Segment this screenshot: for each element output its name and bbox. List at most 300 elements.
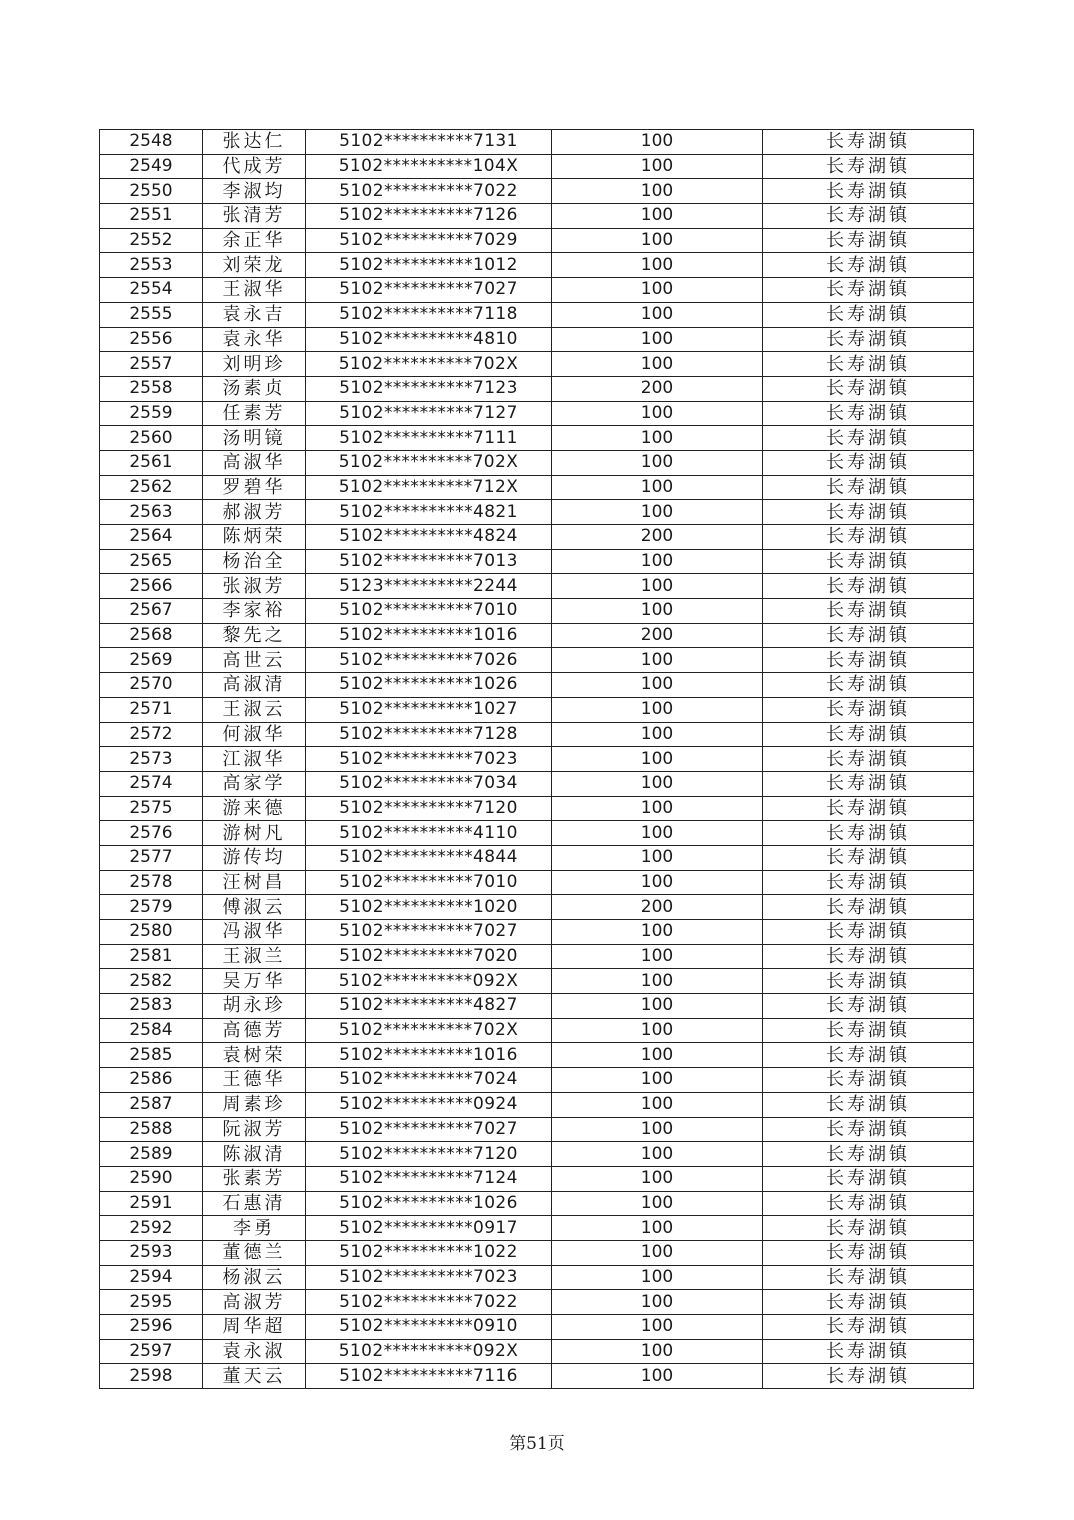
table-row <box>100 1290 974 1315</box>
table-row <box>100 475 974 500</box>
amount-cell: 200 <box>552 525 763 550</box>
row-number-cell: 2570 <box>100 673 203 698</box>
amount-cell: 100 <box>552 821 763 846</box>
amount-cell: 100 <box>552 796 763 821</box>
row-number-cell: 2564 <box>100 525 203 550</box>
id-number-cell: 5102**********7120 <box>306 1142 552 1167</box>
person-name-cell: 代成芳 <box>203 154 306 179</box>
town-cell: 长寿湖镇 <box>763 673 974 698</box>
id-number-cell: 5102**********7022 <box>306 179 552 204</box>
town-cell: 长寿湖镇 <box>763 302 974 327</box>
table-row <box>100 1043 974 1068</box>
person-name-cell: 李勇 <box>203 1216 306 1241</box>
amount-cell: 100 <box>552 944 763 969</box>
town-cell: 长寿湖镇 <box>763 920 974 945</box>
row-number-cell: 2582 <box>100 969 203 994</box>
row-number-cell: 2576 <box>100 821 203 846</box>
table-row <box>100 302 974 327</box>
town-cell: 长寿湖镇 <box>763 1043 974 1068</box>
table-row <box>100 1068 974 1093</box>
id-number-cell: 5102**********7123 <box>306 376 552 401</box>
town-cell: 长寿湖镇 <box>763 204 974 229</box>
amount-cell: 100 <box>552 1240 763 1265</box>
table-row <box>100 1240 974 1265</box>
amount-cell: 100 <box>552 969 763 994</box>
town-cell: 长寿湖镇 <box>763 278 974 303</box>
person-name-cell: 王淑云 <box>203 697 306 722</box>
page-number: 第51页 <box>509 1434 565 1454</box>
row-number-cell: 2554 <box>100 278 203 303</box>
table-row <box>100 1142 974 1167</box>
person-name-cell: 石惠清 <box>203 1191 306 1216</box>
amount-cell: 200 <box>552 376 763 401</box>
town-cell: 长寿湖镇 <box>763 821 974 846</box>
table-row <box>100 623 974 648</box>
person-name-cell: 江淑华 <box>203 747 306 772</box>
row-number-cell: 2591 <box>100 1191 203 1216</box>
id-number-cell: 5102**********7027 <box>306 920 552 945</box>
person-name-cell: 游树凡 <box>203 821 306 846</box>
data-table-container <box>99 129 973 1389</box>
town-cell: 长寿湖镇 <box>763 574 974 599</box>
table-row <box>100 1364 974 1389</box>
id-number-cell: 5102**********1022 <box>306 1240 552 1265</box>
table-row <box>100 771 974 796</box>
row-number-cell: 2556 <box>100 327 203 352</box>
person-name-cell: 任素芳 <box>203 401 306 426</box>
row-number-cell: 2558 <box>100 376 203 401</box>
row-number-cell: 2557 <box>100 352 203 377</box>
person-name-cell: 游传均 <box>203 845 306 870</box>
amount-cell: 100 <box>552 574 763 599</box>
row-number-cell: 2561 <box>100 450 203 475</box>
amount-cell: 100 <box>552 771 763 796</box>
table-row <box>100 450 974 475</box>
id-number-cell: 5102**********4824 <box>306 525 552 550</box>
town-cell: 长寿湖镇 <box>763 944 974 969</box>
amount-cell: 100 <box>552 1265 763 1290</box>
amount-cell: 100 <box>552 1290 763 1315</box>
town-cell: 长寿湖镇 <box>763 697 974 722</box>
person-name-cell: 袁永吉 <box>203 302 306 327</box>
id-number-cell: 5102**********1016 <box>306 1043 552 1068</box>
table-row <box>100 845 974 870</box>
table-row <box>100 352 974 377</box>
id-number-cell: 5102**********7034 <box>306 771 552 796</box>
row-number-cell: 2574 <box>100 771 203 796</box>
table-row <box>100 994 974 1019</box>
id-number-cell: 5102**********4110 <box>306 821 552 846</box>
row-number-cell: 2588 <box>100 1117 203 1142</box>
amount-cell: 100 <box>552 673 763 698</box>
person-name-cell: 杨淑云 <box>203 1265 306 1290</box>
person-name-cell: 周华超 <box>203 1315 306 1340</box>
table-body <box>100 130 974 1389</box>
row-number-cell: 2589 <box>100 1142 203 1167</box>
town-cell: 长寿湖镇 <box>763 1265 974 1290</box>
town-cell: 长寿湖镇 <box>763 327 974 352</box>
person-name-cell: 王淑兰 <box>203 944 306 969</box>
id-number-cell: 5102**********4810 <box>306 327 552 352</box>
amount-cell: 100 <box>552 845 763 870</box>
id-number-cell: 5102**********104X <box>306 154 552 179</box>
row-number-cell: 2592 <box>100 1216 203 1241</box>
amount-cell: 100 <box>552 154 763 179</box>
table-row <box>100 1117 974 1142</box>
town-cell: 长寿湖镇 <box>763 1240 974 1265</box>
row-number-cell: 2584 <box>100 1018 203 1043</box>
table-row <box>100 204 974 229</box>
id-number-cell: 5102**********7126 <box>306 204 552 229</box>
amount-cell: 100 <box>552 278 763 303</box>
amount-cell: 100 <box>552 179 763 204</box>
town-cell: 长寿湖镇 <box>763 747 974 772</box>
person-name-cell: 李淑均 <box>203 179 306 204</box>
id-number-cell: 5102**********7116 <box>306 1364 552 1389</box>
town-cell: 长寿湖镇 <box>763 376 974 401</box>
amount-cell: 100 <box>552 302 763 327</box>
row-number-cell: 2560 <box>100 426 203 451</box>
person-name-cell: 王淑华 <box>203 278 306 303</box>
row-number-cell: 2562 <box>100 475 203 500</box>
town-cell: 长寿湖镇 <box>763 1166 974 1191</box>
row-number-cell: 2559 <box>100 401 203 426</box>
table-row <box>100 426 974 451</box>
town-cell: 长寿湖镇 <box>763 1092 974 1117</box>
id-number-cell: 5102**********092X <box>306 969 552 994</box>
town-cell: 长寿湖镇 <box>763 525 974 550</box>
id-number-cell: 5102**********7127 <box>306 401 552 426</box>
row-number-cell: 2580 <box>100 920 203 945</box>
table-row <box>100 401 974 426</box>
town-cell: 长寿湖镇 <box>763 623 974 648</box>
person-name-cell: 罗碧华 <box>203 475 306 500</box>
town-cell: 长寿湖镇 <box>763 1068 974 1093</box>
town-cell: 长寿湖镇 <box>763 130 974 155</box>
person-name-cell: 傅淑云 <box>203 895 306 920</box>
row-number-cell: 2549 <box>100 154 203 179</box>
town-cell: 长寿湖镇 <box>763 549 974 574</box>
amount-cell: 100 <box>552 599 763 624</box>
table-row <box>100 327 974 352</box>
row-number-cell: 2550 <box>100 179 203 204</box>
table-row <box>100 648 974 673</box>
amount-cell: 100 <box>552 549 763 574</box>
person-name-cell: 汤素贞 <box>203 376 306 401</box>
row-number-cell: 2585 <box>100 1043 203 1068</box>
town-cell: 长寿湖镇 <box>763 1216 974 1241</box>
person-name-cell: 高淑清 <box>203 673 306 698</box>
town-cell: 长寿湖镇 <box>763 771 974 796</box>
person-name-cell: 张淑芳 <box>203 574 306 599</box>
row-number-cell: 2597 <box>100 1339 203 1364</box>
amount-cell: 100 <box>552 1018 763 1043</box>
row-number-cell: 2575 <box>100 796 203 821</box>
id-number-cell: 5102**********1026 <box>306 1191 552 1216</box>
id-number-cell: 5102**********7013 <box>306 549 552 574</box>
amount-cell: 100 <box>552 648 763 673</box>
row-number-cell: 2579 <box>100 895 203 920</box>
table-row <box>100 722 974 747</box>
table-row <box>100 747 974 772</box>
town-cell: 长寿湖镇 <box>763 648 974 673</box>
amount-cell: 200 <box>552 895 763 920</box>
table-row <box>100 1166 974 1191</box>
table-row <box>100 673 974 698</box>
id-number-cell: 5102**********7027 <box>306 278 552 303</box>
amount-cell: 100 <box>552 1339 763 1364</box>
row-number-cell: 2583 <box>100 994 203 1019</box>
table-row <box>100 1092 974 1117</box>
amount-cell: 100 <box>552 1092 763 1117</box>
row-number-cell: 2567 <box>100 599 203 624</box>
id-number-cell: 5102**********4827 <box>306 994 552 1019</box>
person-name-cell: 张清芳 <box>203 204 306 229</box>
id-number-cell: 5102**********7010 <box>306 870 552 895</box>
table-row <box>100 525 974 550</box>
row-number-cell: 2548 <box>100 130 203 155</box>
table-row <box>100 574 974 599</box>
town-cell: 长寿湖镇 <box>763 1364 974 1389</box>
person-name-cell: 高德芳 <box>203 1018 306 1043</box>
amount-cell: 100 <box>552 1191 763 1216</box>
table-row <box>100 179 974 204</box>
person-name-cell: 张素芳 <box>203 1166 306 1191</box>
id-number-cell: 5102**********7024 <box>306 1068 552 1093</box>
id-number-cell: 5102**********7029 <box>306 228 552 253</box>
person-name-cell: 汤明镜 <box>203 426 306 451</box>
row-number-cell: 2578 <box>100 870 203 895</box>
id-number-cell: 5102**********1012 <box>306 253 552 278</box>
amount-cell: 100 <box>552 1166 763 1191</box>
table-row <box>100 1315 974 1340</box>
table-row <box>100 228 974 253</box>
amount-cell: 100 <box>552 228 763 253</box>
person-name-cell: 黎先之 <box>203 623 306 648</box>
amount-cell: 100 <box>552 1142 763 1167</box>
town-cell: 长寿湖镇 <box>763 500 974 525</box>
person-name-cell: 高淑芳 <box>203 1290 306 1315</box>
row-number-cell: 2593 <box>100 1240 203 1265</box>
amount-cell: 100 <box>552 870 763 895</box>
person-name-cell: 刘明珍 <box>203 352 306 377</box>
row-number-cell: 2581 <box>100 944 203 969</box>
amount-cell: 100 <box>552 1216 763 1241</box>
table-row <box>100 920 974 945</box>
person-name-cell: 刘荣龙 <box>203 253 306 278</box>
person-name-cell: 董德兰 <box>203 1240 306 1265</box>
id-number-cell: 5102**********1020 <box>306 895 552 920</box>
amount-cell: 100 <box>552 1043 763 1068</box>
person-name-cell: 董天云 <box>203 1364 306 1389</box>
id-number-cell: 5102**********0924 <box>306 1092 552 1117</box>
town-cell: 长寿湖镇 <box>763 179 974 204</box>
row-number-cell: 2596 <box>100 1315 203 1340</box>
row-number-cell: 2555 <box>100 302 203 327</box>
id-number-cell: 5102**********1027 <box>306 697 552 722</box>
person-name-cell: 余正华 <box>203 228 306 253</box>
town-cell: 长寿湖镇 <box>763 1018 974 1043</box>
town-cell: 长寿湖镇 <box>763 352 974 377</box>
id-number-cell: 5102**********7023 <box>306 1265 552 1290</box>
id-number-cell: 5102**********4844 <box>306 845 552 870</box>
table-row <box>100 697 974 722</box>
town-cell: 长寿湖镇 <box>763 1290 974 1315</box>
id-number-cell: 5102**********702X <box>306 450 552 475</box>
row-number-cell: 2551 <box>100 204 203 229</box>
amount-cell: 200 <box>552 623 763 648</box>
table-row <box>100 376 974 401</box>
table-row <box>100 154 974 179</box>
person-name-cell: 周素珍 <box>203 1092 306 1117</box>
row-number-cell: 2598 <box>100 1364 203 1389</box>
town-cell: 长寿湖镇 <box>763 796 974 821</box>
row-number-cell: 2590 <box>100 1166 203 1191</box>
person-name-cell: 李家裕 <box>203 599 306 624</box>
table-row <box>100 1265 974 1290</box>
row-number-cell: 2572 <box>100 722 203 747</box>
amount-cell: 100 <box>552 352 763 377</box>
person-name-cell: 高世云 <box>203 648 306 673</box>
row-number-cell: 2569 <box>100 648 203 673</box>
person-name-cell: 高家学 <box>203 771 306 796</box>
table-row <box>100 870 974 895</box>
person-name-cell: 汪树昌 <box>203 870 306 895</box>
amount-cell: 100 <box>552 1364 763 1389</box>
id-number-cell: 5102**********0917 <box>306 1216 552 1241</box>
amount-cell: 100 <box>552 1117 763 1142</box>
amount-cell: 100 <box>552 920 763 945</box>
id-number-cell: 5102**********4821 <box>306 500 552 525</box>
person-name-cell: 郝淑芳 <box>203 500 306 525</box>
amount-cell: 100 <box>552 994 763 1019</box>
person-name-cell: 杨治全 <box>203 549 306 574</box>
id-number-cell: 5102**********7026 <box>306 648 552 673</box>
town-cell: 长寿湖镇 <box>763 722 974 747</box>
town-cell: 长寿湖镇 <box>763 1191 974 1216</box>
town-cell: 长寿湖镇 <box>763 845 974 870</box>
data-table <box>99 129 974 1389</box>
amount-cell: 100 <box>552 1315 763 1340</box>
id-number-cell: 5102**********7128 <box>306 722 552 747</box>
amount-cell: 100 <box>552 500 763 525</box>
id-number-cell: 5102**********0910 <box>306 1315 552 1340</box>
town-cell: 长寿湖镇 <box>763 969 974 994</box>
table-row <box>100 1018 974 1043</box>
id-number-cell: 5102**********1026 <box>306 673 552 698</box>
amount-cell: 100 <box>552 1068 763 1093</box>
id-number-cell: 5102**********092X <box>306 1339 552 1364</box>
id-number-cell: 5102**********712X <box>306 475 552 500</box>
amount-cell: 100 <box>552 130 763 155</box>
town-cell: 长寿湖镇 <box>763 599 974 624</box>
table-row <box>100 253 974 278</box>
id-number-cell: 5102**********7022 <box>306 1290 552 1315</box>
row-number-cell: 2566 <box>100 574 203 599</box>
id-number-cell: 5102**********7118 <box>306 302 552 327</box>
town-cell: 长寿湖镇 <box>763 895 974 920</box>
person-name-cell: 何淑华 <box>203 722 306 747</box>
town-cell: 长寿湖镇 <box>763 426 974 451</box>
amount-cell: 100 <box>552 450 763 475</box>
table-row <box>100 895 974 920</box>
amount-cell: 100 <box>552 475 763 500</box>
id-number-cell: 5102**********1016 <box>306 623 552 648</box>
table-row <box>100 796 974 821</box>
id-number-cell: 5102**********7111 <box>306 426 552 451</box>
table-row <box>100 599 974 624</box>
table-row <box>100 1191 974 1216</box>
table-row <box>100 130 974 155</box>
person-name-cell: 袁树荣 <box>203 1043 306 1068</box>
amount-cell: 100 <box>552 327 763 352</box>
table-row <box>100 549 974 574</box>
town-cell: 长寿湖镇 <box>763 228 974 253</box>
town-cell: 长寿湖镇 <box>763 1142 974 1167</box>
town-cell: 长寿湖镇 <box>763 253 974 278</box>
table-row <box>100 500 974 525</box>
row-number-cell: 2573 <box>100 747 203 772</box>
row-number-cell: 2595 <box>100 1290 203 1315</box>
id-number-cell: 5102**********7124 <box>306 1166 552 1191</box>
town-cell: 长寿湖镇 <box>763 870 974 895</box>
person-name-cell: 袁永华 <box>203 327 306 352</box>
id-number-cell: 5102**********7020 <box>306 944 552 969</box>
town-cell: 长寿湖镇 <box>763 154 974 179</box>
row-number-cell: 2563 <box>100 500 203 525</box>
row-number-cell: 2565 <box>100 549 203 574</box>
row-number-cell: 2594 <box>100 1265 203 1290</box>
town-cell: 长寿湖镇 <box>763 475 974 500</box>
amount-cell: 100 <box>552 204 763 229</box>
person-name-cell: 陈淑清 <box>203 1142 306 1167</box>
town-cell: 长寿湖镇 <box>763 994 974 1019</box>
row-number-cell: 2553 <box>100 253 203 278</box>
person-name-cell: 冯淑华 <box>203 920 306 945</box>
person-name-cell: 高淑华 <box>203 450 306 475</box>
amount-cell: 100 <box>552 747 763 772</box>
person-name-cell: 吴万华 <box>203 969 306 994</box>
table-row <box>100 944 974 969</box>
id-number-cell: 5102**********7120 <box>306 796 552 821</box>
row-number-cell: 2587 <box>100 1092 203 1117</box>
id-number-cell: 5123**********2244 <box>306 574 552 599</box>
town-cell: 长寿湖镇 <box>763 1315 974 1340</box>
person-name-cell: 胡永珍 <box>203 994 306 1019</box>
row-number-cell: 2552 <box>100 228 203 253</box>
id-number-cell: 5102**********7023 <box>306 747 552 772</box>
table-row <box>100 278 974 303</box>
amount-cell: 100 <box>552 426 763 451</box>
town-cell: 长寿湖镇 <box>763 1339 974 1364</box>
amount-cell: 100 <box>552 253 763 278</box>
person-name-cell: 袁永淑 <box>203 1339 306 1364</box>
amount-cell: 100 <box>552 697 763 722</box>
row-number-cell: 2568 <box>100 623 203 648</box>
amount-cell: 100 <box>552 401 763 426</box>
id-number-cell: 5102**********702X <box>306 352 552 377</box>
town-cell: 长寿湖镇 <box>763 1117 974 1142</box>
person-name-cell: 张达仁 <box>203 130 306 155</box>
table-row <box>100 821 974 846</box>
person-name-cell: 王德华 <box>203 1068 306 1093</box>
person-name-cell: 阮淑芳 <box>203 1117 306 1142</box>
amount-cell: 100 <box>552 722 763 747</box>
town-cell: 长寿湖镇 <box>763 401 974 426</box>
id-number-cell: 5102**********702X <box>306 1018 552 1043</box>
row-number-cell: 2586 <box>100 1068 203 1093</box>
person-name-cell: 陈炳荣 <box>203 525 306 550</box>
